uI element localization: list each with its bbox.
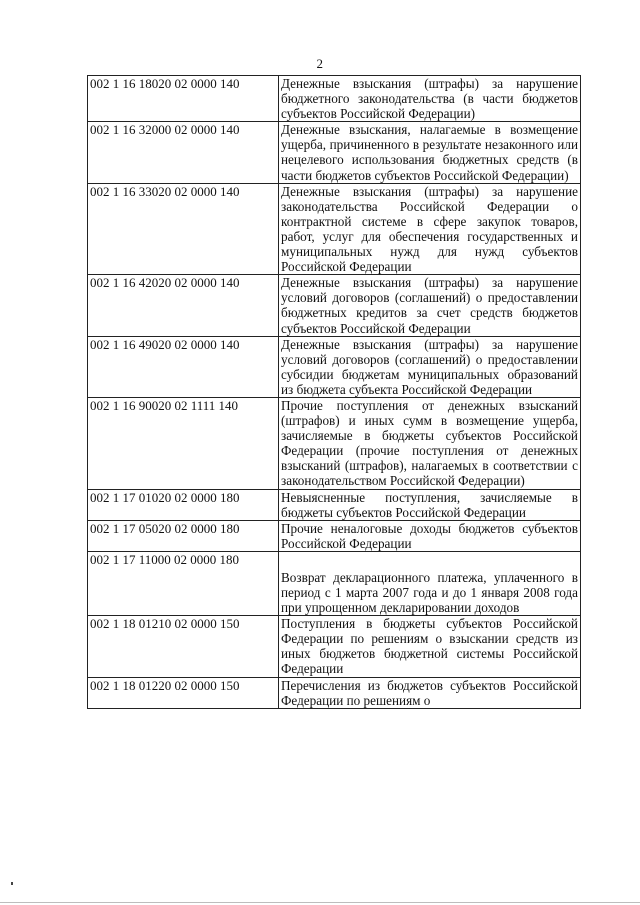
description-cell: Денежные взыскания (штрафы) за нарушение условий договоров (соглашений) о предоставлении субсидии бюджетам муниципальных образований из бюджета субъекта Российской Федерации (279, 336, 581, 397)
code-cell: 002 1 16 33020 02 0000 140 (88, 183, 279, 275)
description-cell: Возврат декларационного платежа, уплаченного в период с 1 марта 2007 года и до 1 января 2008 года при упрощенном декларировании доходов (279, 551, 581, 615)
page-edge-divider (0, 902, 640, 903)
description-cell: Невыясненные поступления, зачисляемые в бюджеты субъектов Российской Федерации (279, 489, 581, 520)
table-row (88, 336, 581, 397)
description-cell: Денежные взыскания, налагаемые в возмещение ущерба, причиненного в результате незаконного или нецелевого использования бюджетных средств (в части бюджетов субъектов Российской Федерации) (279, 122, 581, 183)
table-row (88, 122, 581, 183)
scan-speck (11, 882, 13, 885)
table-row (88, 183, 581, 275)
table-row (88, 275, 581, 336)
description-cell: Поступления в бюджеты субъектов Российской Федерации по решениям о взыскании средств из иных бюджетов бюджетной системы Российской Федерации (279, 616, 581, 677)
description-cell: Денежные взыскания (штрафы) за нарушение бюджетного законодательства (в части бюджетов субъектов Российской Федерации) (279, 76, 581, 122)
table-row (88, 397, 581, 489)
description-cell: Перечисления из бюджетов субъектов Российской Федерации по решениям о (279, 677, 581, 708)
table-row (88, 76, 581, 122)
page-number: 2 (316, 56, 324, 71)
code-cell: 002 1 16 32000 02 0000 140 (88, 122, 279, 183)
code-cell: 002 1 17 01020 02 0000 180 (88, 489, 279, 520)
table-row (88, 489, 581, 520)
description-cell: Денежные взыскания (штрафы) за нарушение законодательства Российской Федерации о контрактной системе в сфере закупок товаров, работ, услуг для обеспечения государственных и муниципальных нужд для нужд субъектов Российской Федерации (279, 183, 581, 275)
code-cell: 002 1 16 18020 02 0000 140 (88, 76, 279, 122)
code-cell: 002 1 17 11000 02 0000 180 (88, 551, 279, 615)
code-cell: 002 1 16 90020 02 1111 140 (88, 397, 279, 489)
description-cell: Денежные взыскания (штрафы) за нарушение условий договоров (соглашений) о предоставлении бюджетных кредитов за счет средств бюджетов субъектов Российской Федерации (279, 275, 581, 336)
code-cell: 002 1 17 05020 02 0000 180 (88, 520, 279, 551)
code-cell: 002 1 16 49020 02 0000 140 (88, 336, 279, 397)
table-row (88, 616, 581, 677)
description-cell: Прочие поступления от денежных взысканий (штрафов) и иных сумм в возмещение ущерба, зачисляемые в бюджеты субъектов Российской Федерации (прочие поступления от денежных взысканий (штрафов), налагаемых в соответствии с законодательством Российской Федерации) (279, 397, 581, 489)
description-cell: Прочие неналоговые доходы бюджетов субъектов Российской Федерации (279, 520, 581, 551)
table-row (88, 520, 581, 551)
budget-codes-table (87, 75, 581, 709)
code-cell: 002 1 18 01210 02 0000 150 (88, 616, 279, 677)
table-row (88, 551, 581, 615)
table-row (88, 677, 581, 708)
code-cell: 002 1 16 42020 02 0000 140 (88, 275, 279, 336)
code-cell: 002 1 18 01220 02 0000 150 (88, 677, 279, 708)
